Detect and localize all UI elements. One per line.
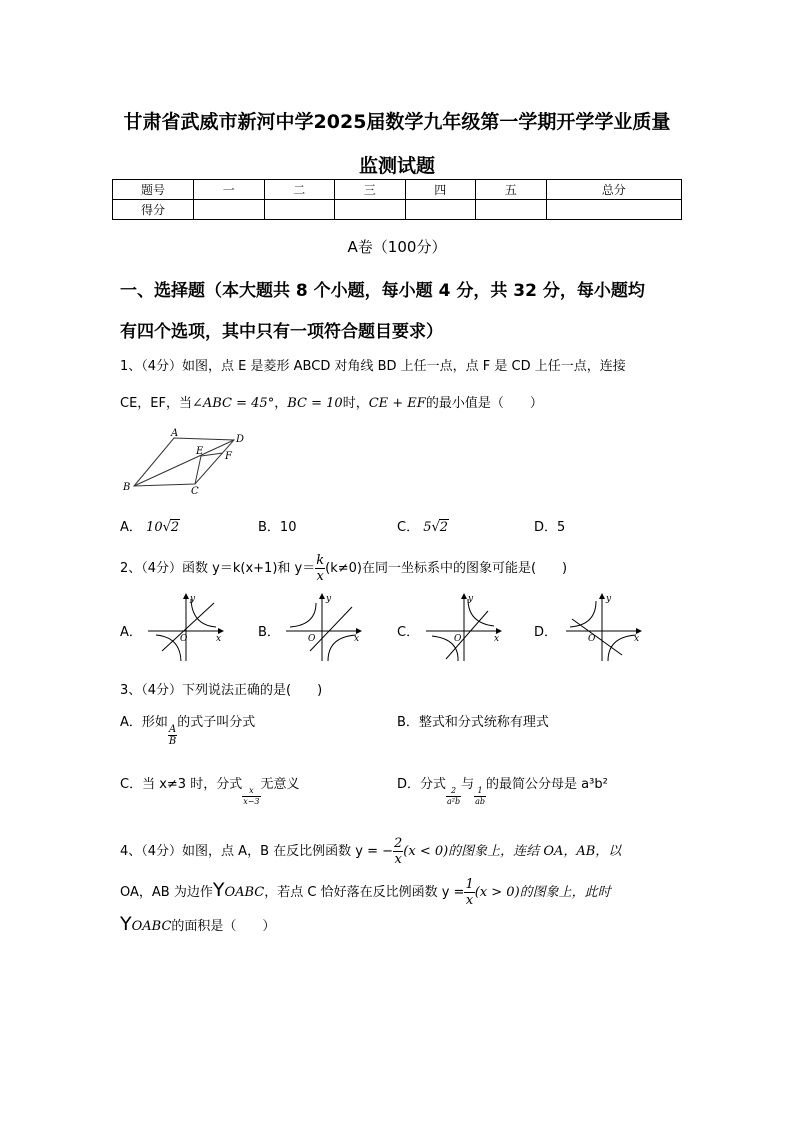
q2-a-x-label: x [216,634,222,644]
q3-option-a[interactable]: A．形如 $\frac{A}{B}$ 的式子叫分式 [120,715,256,747]
q1-label-d: D [236,434,245,445]
q1-label-e: E [196,446,204,457]
q2-graph-d [566,593,646,663]
q1-label-b: B [123,482,131,493]
q2-b-x-label: x [354,634,360,644]
q2-b-y-label: y [326,594,332,604]
q2-graph-c [426,593,506,663]
score-table [112,179,682,220]
exam-title-line1: 甘肃省武威市新河中学2025届数学九年级第一学期开学学业质量 [123,111,671,133]
score-cell[interactable] [405,200,476,220]
q4-stem-line1: 4、（4分）如图，点 A，B 在反比例函数 y = − $\frac{2}{x}$ (x < 0)的图象上，连结 OA，AB，以 [120,836,622,867]
q1-option-a[interactable]: A． 10√2 [120,520,180,535]
score-cell[interactable] [335,200,406,220]
q1-option-d[interactable]: D．5 [534,520,566,535]
score-header-cell: 三 [335,180,406,200]
q4-stem-line2: OA，AB 为边作YOABC，若点 C 恰好落在反比例函数 y = $\frac{1}{x}$ (x > 0)的图象上，此时 [120,877,611,908]
q1-label-a: A [171,428,179,439]
q4-stem-line3: YOABC的面积是（ ） [120,913,276,935]
exam-title-line2: 监测试题 [358,155,435,177]
q2-stem: 2、（4分）函数 y＝k(x+1)和 y＝ $\frac{k}{x}$ (k≠0)在同一坐标系中的图象可能是( ) [120,553,568,584]
section1-heading-line1: 一、选择题（本大题共 8 个小题，每小题 4 分，共 32 分，每小题均 [120,281,645,301]
q1-rhombus-figure [118,428,253,498]
score-table-header-row [113,180,682,200]
score-header-cell: 题号 [113,180,194,200]
q1-option-b[interactable]: B．10 [258,520,297,535]
q2-option-b[interactable]: B． [258,625,280,640]
q1-stem-line1: 1、（4分）如图，点 E 是菱形 ABCD 对角线 BD 上任一点，点 F 是 CD 上任一点，连接 [120,359,626,374]
score-header-cell: 一 [194,180,265,200]
q2-option-d[interactable]: D． [534,625,558,640]
section1-heading-line2: 有四个选项，其中只有一项符合题目要求） [120,322,443,342]
q2-option-a[interactable]: A． [120,625,142,640]
score-cell[interactable] [476,200,547,220]
score-header-cell: 四 [405,180,476,200]
q2-b-o-label: O [308,634,316,644]
q2-a-y-label: y [190,594,196,604]
q2-c-o-label: O [454,634,462,644]
q2-d-y-label: y [606,594,612,604]
score-header-cell: 总分 [546,180,682,200]
q1-option-c[interactable]: C． 5√2 [397,520,449,535]
q2-option-c[interactable]: C． [397,625,420,640]
score-cell[interactable] [264,200,335,220]
q2-graph-a [148,593,228,663]
q3-stem: 3、（4分）下列说法正确的是( ) [120,683,323,698]
q3-option-b[interactable]: B．整式和分式统称有理式 [397,715,549,730]
score-cell[interactable] [546,200,682,220]
q2-d-x-label: x [634,634,640,644]
q1-stem-line2: CE，EF，当∠ABC = 45°，BC = 10时，CE + EF的最小值是（ ） [120,396,543,411]
score-table-score-row [113,200,682,220]
q1-label-c: C [191,486,199,497]
volume-heading: A卷（100分） [347,238,447,256]
q2-d-o-label: O [588,634,596,644]
score-row-label: 得分 [113,200,194,220]
q2-c-x-label: x [494,634,500,644]
q3-option-c[interactable]: C．当 x≠3 时，分式 $\frac{x}{x-3}$ 无意义 [120,777,300,806]
q2-c-y-label: y [468,594,474,604]
score-cell[interactable] [194,200,265,220]
q3-option-d[interactable]: D．分式 $\frac{2}{\text{a²b}}$ 与 $\frac{1}{ab}$ 的最简公分母是 a³b² [397,777,608,806]
score-header-cell: 五 [476,180,547,200]
q2-a-o-label: O [180,634,188,644]
q2-graph-b [286,593,366,663]
score-header-cell: 二 [264,180,335,200]
q1-label-f: F [225,451,232,462]
